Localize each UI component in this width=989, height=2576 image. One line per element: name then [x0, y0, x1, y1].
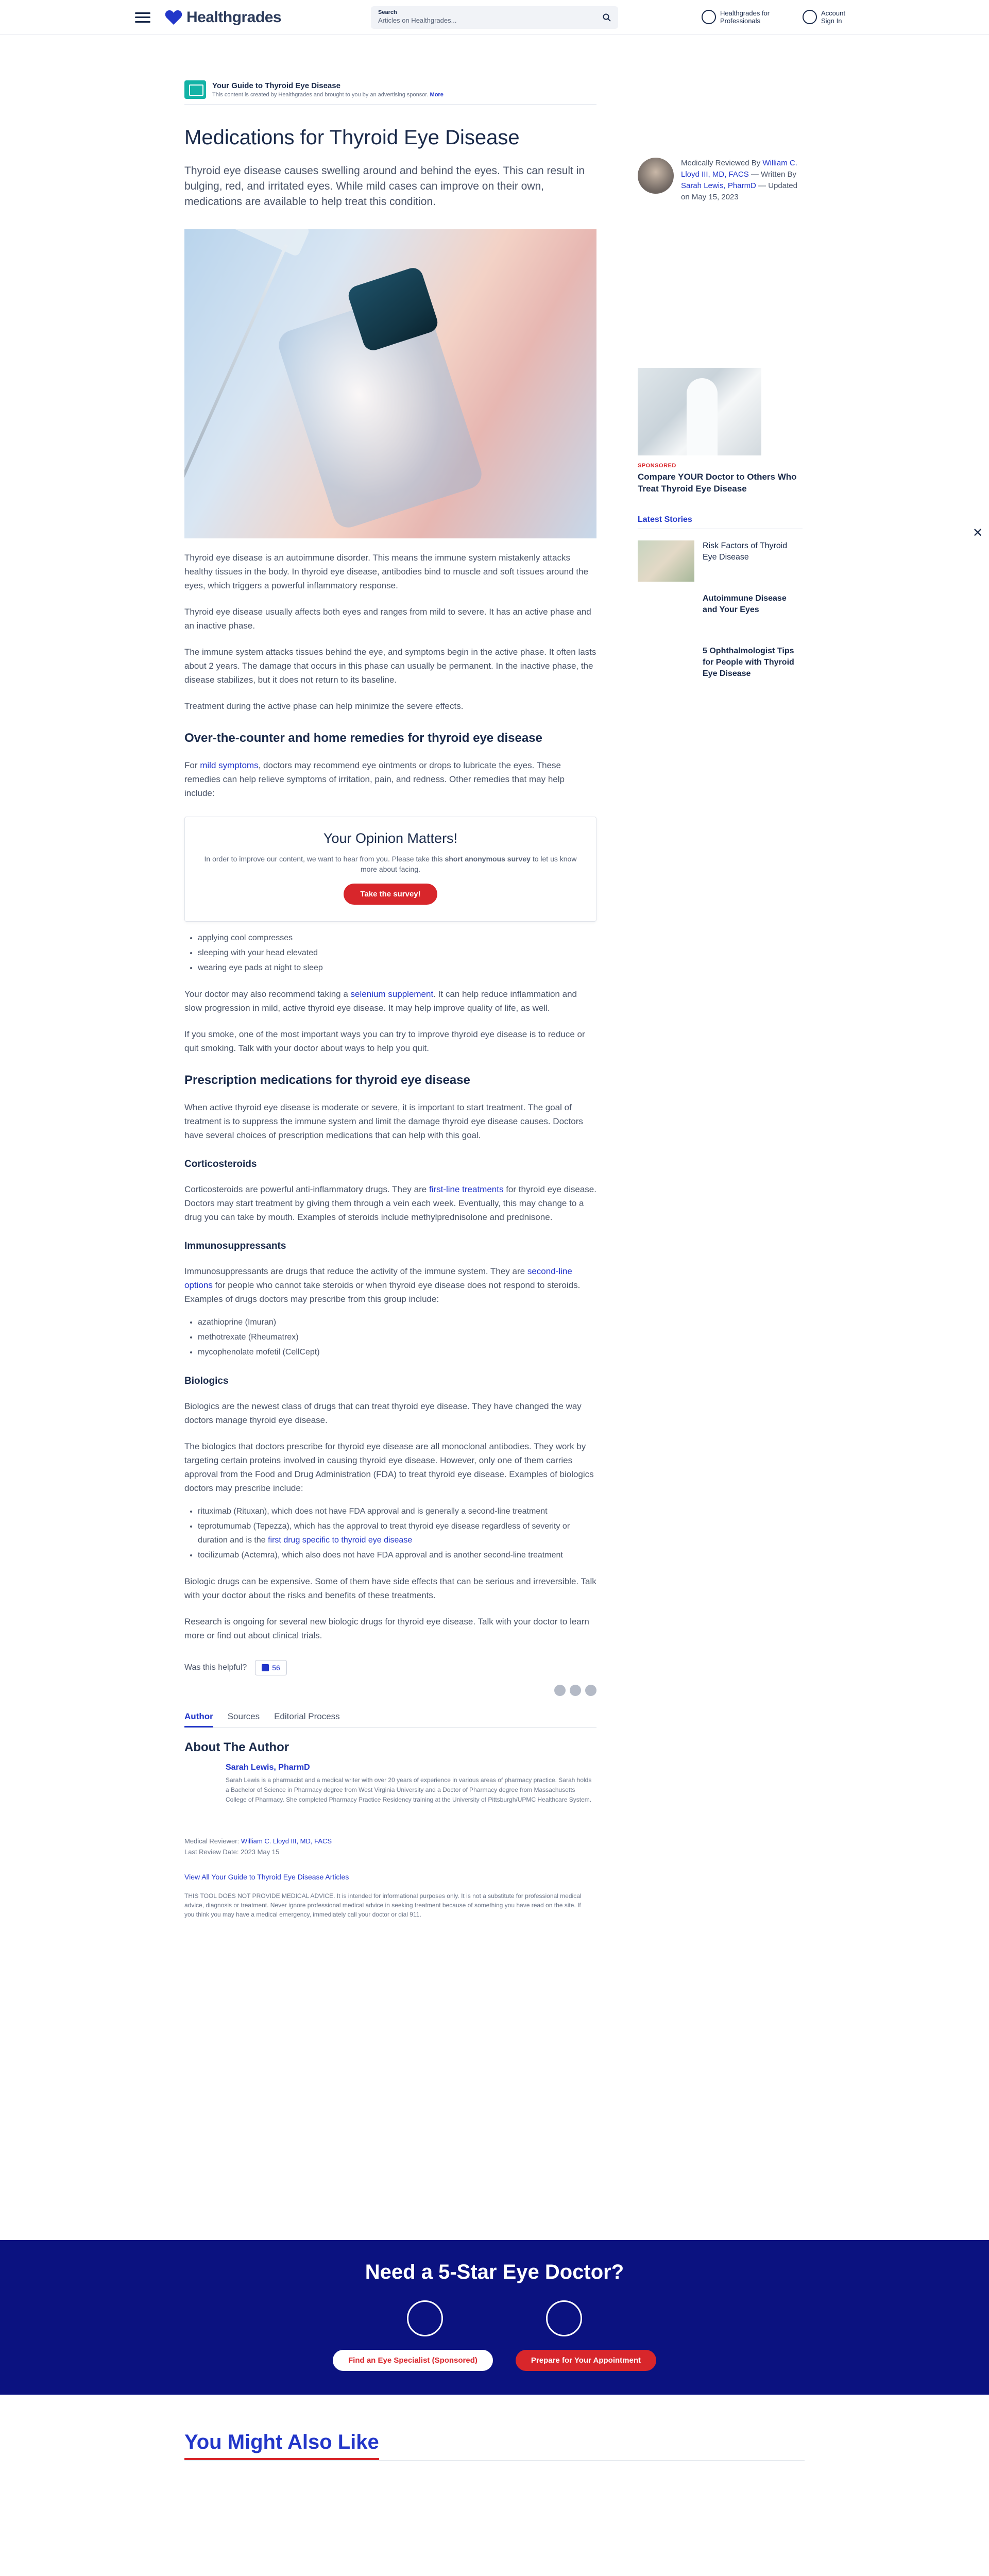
paragraph: The immune system attacks tissues behind the eye, and symptoms begin in the active phase. It often lasts about 2 years. The damage that occurs in this phase can usually be permanent. In the inactive phase, the disease stabilizes, but it does not return to its baseline. [184, 647, 596, 685]
cta-title: Need a 5-Star Eye Doctor? [365, 2261, 624, 2283]
text: . It can help reduce inflammation and slow progression in mild, active thyroid eye disease. It may help improve quality of life, as well. [184, 989, 577, 1013]
subheading-immunosuppressants: Immunosuppressants [184, 1241, 286, 1251]
medical-disclaimer: THIS TOOL DOES NOT PROVIDE MEDICAL ADVICE. It is intended for informational purposes only. It is not a substitute for professional medical advice, diagnosis or treatment. Never ignore professional medical advice in seeking treatment because of something you have read on the site. If you think you may have a medical emergency, immediately call your doctor or dial 911. [184, 1892, 582, 1918]
subheading-corticosteroids: Corticosteroids [184, 1159, 257, 1170]
account-line2: Sign In [821, 17, 842, 25]
article [184, 80, 596, 1919]
helpful-count: 56 [272, 1664, 280, 1672]
divider [184, 2460, 805, 2461]
pro-link-line2: Professionals [720, 17, 761, 25]
paragraph: Research is ongoing for several new biologic drugs for thyroid eye disease. Talk with your doctor to learn more or find out about clinical trials. [184, 1617, 589, 1640]
sidebar-ad-slot [638, 707, 803, 836]
yml-card[interactable] [660, 2476, 805, 2576]
search-input[interactable] [371, 6, 618, 29]
page-title: Medications for Thyroid Eye Disease [184, 126, 520, 149]
story-item[interactable] [638, 646, 803, 687]
guide-title[interactable]: Your Guide to Thyroid Eye Disease [212, 81, 340, 90]
text: In order to improve our content, we want to hear from you. Please take this [204, 855, 445, 863]
text: — Updated on May 15, 2023 [681, 181, 797, 201]
paragraph: Thyroid eye disease is an autoimmune disorder. This means the immune system mistakenly attacks healthy tissues in the body. In thyroid eye disease, antibodies bind to muscle and soft tissues around the eyes, which triggers a powerful inflammatory response. [184, 553, 589, 590]
helpful-row [184, 1660, 596, 1675]
list-item [198, 1519, 596, 1547]
text: for thyroid eye disease. Doctors may start treatment by giving them through a vein each week. Eventually, this may change to a drug you can take by mouth. Examples of steroids include methylprednisolone and prednisone. [184, 1184, 596, 1222]
guide-bar [184, 80, 596, 105]
guide-more-link[interactable]: More [430, 92, 444, 98]
menu-icon[interactable] [135, 12, 150, 23]
heart-logo-icon [165, 10, 182, 25]
pro-link-line1: Healthgrades for [720, 9, 770, 17]
cta-buttons [0, 2350, 989, 2371]
story-title: 5 Ophthalmologist Tips for People with Thyroid Eye Disease [703, 647, 794, 678]
story-item[interactable] [638, 540, 803, 582]
paragraph [184, 987, 596, 1015]
biologics-list [184, 1504, 596, 1562]
facebook-icon[interactable] [554, 1685, 566, 1696]
story-title: Risk Factors of Thyroid Eye Disease [703, 541, 788, 562]
take-survey-button[interactable]: Take the survey! [344, 884, 437, 905]
thumbs-up-button[interactable] [255, 1660, 287, 1675]
guide-subtitle [212, 92, 444, 98]
guide-book-icon [184, 80, 206, 99]
healthgrades-logo[interactable] [165, 9, 281, 26]
magnifier-icon [407, 2300, 443, 2336]
paragraph: When active thyroid eye disease is moderate or severe, it is important to start treatment. The goal of treatment is to suppress the immune system and limit the damage thyroid eye disease causes. Doctors have several choices of prescription medications that can help with this goal. [184, 1103, 583, 1140]
cta-icons [0, 2300, 989, 2336]
card-image [184, 2539, 329, 2576]
reviewer-avatar [638, 158, 674, 194]
selenium-link[interactable]: selenium supplement [350, 989, 434, 999]
writer-link[interactable]: Sarah Lewis, PharmD [681, 181, 756, 190]
text: to let us know more about facing. [361, 855, 577, 873]
yml-heading: You Might Also Like [184, 2431, 379, 2460]
list-item: • wearing eye pads at night to sleep [198, 961, 596, 975]
you-might-also-like [184, 2431, 805, 2576]
professionals-link[interactable] [702, 9, 770, 25]
paragraph: Biologics are the newest class of drugs that can treat thyroid eye disease. They have changed the way doctors manage thyroid eye disease. [184, 1401, 582, 1425]
latest-stories-heading: Latest Stories [638, 515, 803, 529]
story-thumbnail [638, 593, 694, 634]
reviewer-block [638, 158, 803, 203]
helpful-question: Was this helpful? [184, 1663, 247, 1672]
text: For [184, 760, 200, 770]
doctor-rating-icon [546, 2300, 582, 2336]
tab-editorial-process[interactable]: Editorial Process [274, 1711, 340, 1721]
twitter-icon[interactable] [570, 1685, 581, 1696]
survey-text [200, 854, 581, 874]
account-link[interactable] [803, 9, 845, 25]
text: Medically Reviewed By [681, 159, 763, 167]
find-eye-specialist-button[interactable]: Find an Eye Specialist (Sponsored) [333, 2350, 493, 2371]
subheading-biologics: Biologics [184, 1376, 229, 1386]
text: teprotumumab (Tepezza), which has the approval to treat thyroid eye disease regardless of severity or duration and is the [198, 1522, 570, 1545]
compare-doctor-link[interactable]: Compare YOUR Doctor to Others Who Treat Thyroid Eye Disease [638, 472, 797, 494]
close-icon[interactable]: ✕ [973, 526, 983, 540]
tab-sources[interactable]: Sources [227, 1711, 260, 1721]
text: for people who cannot take steroids or when thyroid eye disease does not respond to steroids. Examples of drugs doctors may prescribe from this group include: [184, 1280, 581, 1304]
card-image [502, 2539, 646, 2576]
story-thumbnail [638, 540, 694, 582]
site-header [0, 0, 989, 35]
list-item: • applying cool compresses [198, 931, 596, 945]
sponsored-label: SPONSORED [638, 463, 676, 469]
about-author-heading: About The Author [184, 1740, 289, 1754]
list-item: • azathioprine (Imuran) [198, 1315, 596, 1329]
yml-card[interactable] [343, 2476, 487, 2576]
paragraph: If you smoke, one of the most important ways you can try to improve thyroid eye disease is to reduce or quit smoking. Talk with your doctor about ways to help you quit. [184, 1029, 585, 1053]
search-icon[interactable] [603, 13, 611, 22]
share-row [184, 1685, 596, 1696]
author-name[interactable]: Sarah Lewis, PharmD [226, 1763, 310, 1772]
reviewer-link[interactable]: William C. Lloyd III, MD, FACS [241, 1837, 332, 1845]
paragraph: Thyroid eye disease usually affects both eyes and ranges from mild to severe. It has an active phase and an inactive phase. [184, 607, 591, 631]
list-item: • methotrexate (Rheumatrex) [198, 1330, 596, 1344]
yml-card[interactable] [184, 2476, 329, 2576]
user-icon [803, 10, 817, 24]
sidebar [638, 158, 803, 836]
email-icon[interactable] [585, 1685, 596, 1696]
thumbs-up-icon [262, 1664, 269, 1671]
tab-author[interactable]: Author [184, 1711, 213, 1727]
author-bio: Sarah Lewis is a pharmacist and a medical writer with over 20 years of experience in various areas of pharmacy practice. Sarah holds a Bachelor of Science in Pharmacy degree from West Virginia University and a Doctor of Pharmacy degree from Massachusetts College of Pharmacy. She completed Pharmacy Practice Residency training at the University of Pittsburgh/UPMC Healthcare System. [226, 1776, 592, 1803]
needle-shape [184, 244, 288, 509]
home-remedies-list [184, 931, 596, 975]
reviewer-label: Medical Reviewer: [184, 1837, 241, 1845]
text: Your doctor may also recommend taking a [184, 989, 351, 999]
paragraph [184, 1264, 596, 1306]
prepare-appointment-button[interactable]: Prepare for Your Appointment [516, 2350, 656, 2371]
view-all-articles-link[interactable]: View All Your Guide to Thyroid Eye Disease Articles [184, 1873, 349, 1881]
paragraph: Biologic drugs can be expensive. Some of them have side effects that can be serious and irreversible. Talk with your doctor about the risks and benefits of these treatments. [184, 1577, 596, 1600]
review-meta [184, 1836, 596, 1857]
paragraph [184, 1182, 596, 1224]
eye-doctor-cta [0, 2240, 989, 2395]
second-line-link[interactable]: second-line options [184, 1266, 572, 1290]
text-bold: short anonymous survey [445, 855, 531, 863]
article-lede: Thyroid eye disease causes swelling around and behind the eyes. This can result in bulging, red, and irritated eyes. While mild cases can improve on their own, medications are available to help treat this condition. [184, 165, 585, 208]
author-row [184, 1763, 596, 1805]
survey-box [184, 817, 596, 922]
story-title: Autoimmune Disease and Your Eyes [703, 594, 787, 614]
syringe-shape [213, 229, 311, 257]
section-heading-otc: Over-the-counter and home remedies for thyroid eye disease [184, 731, 542, 745]
list-item: • mycophenolate mofetil (CellCept) [198, 1345, 596, 1359]
first-drug-link[interactable]: first drug specific to thyroid eye disease [268, 1536, 413, 1545]
text: Immunosuppressants are drugs that reduce the activity of the immune system. They are [184, 1266, 527, 1276]
last-review-date: Last Review Date: 2023 May 15 [184, 1848, 280, 1856]
text: , doctors may recommend eye ointments or drops to lubricate the eyes. These remedies can help relieve symptoms of irritation, pain, and redness. Other remedies that may help include: [184, 760, 565, 798]
mild-symptoms-link[interactable]: mild symptoms [200, 760, 259, 770]
paragraph [184, 758, 596, 800]
paragraph: The biologics that doctors prescribe for thyroid eye disease are all monoclonal antibodies. They work by targeting certain proteins involved in causing thyroid eye disease. However, only one of them carries approval from the Food and Drug Administration (FDA) to treat thyroid eye disease. Examples of biologics doctors may prescribe include: [184, 1442, 594, 1493]
list-item: • rituximab (Rituxan), which does not have FDA approval and is generally a second-line treatment [198, 1504, 596, 1518]
card-image [660, 2539, 805, 2576]
section-heading-rx: Prescription medications for thyroid eye disease [184, 1073, 470, 1087]
yml-card[interactable] [502, 2476, 646, 2576]
author-tabs [184, 1711, 596, 1728]
story-thumbnail [638, 646, 694, 687]
account-line1: Account [821, 9, 845, 17]
paragraph: Treatment during the active phase can help minimize the severe effects. [184, 701, 464, 711]
text: — Written By [748, 170, 796, 179]
story-item[interactable] [638, 593, 803, 634]
survey-title: Your Opinion Matters! [323, 831, 458, 846]
author-avatar [184, 1763, 215, 1800]
reviewer-link[interactable]: William C. Lloyd III, MD, FACS [681, 159, 797, 179]
list-item: • sleeping with your head elevated [198, 946, 596, 960]
hero-image [184, 229, 596, 538]
search-placeholder: Articles on Healthgrades... [378, 16, 457, 24]
text: Corticosteroids are powerful anti-inflammatory drugs. They are [184, 1184, 429, 1194]
stethoscope-icon [702, 10, 716, 24]
card-image [343, 2533, 487, 2576]
reviewer-text [681, 158, 803, 203]
immunosuppressant-list [184, 1315, 596, 1359]
yml-grid [184, 2476, 805, 2576]
search-label: Search [378, 9, 397, 15]
brand-name: Healthgrades [186, 8, 282, 26]
first-line-link[interactable]: first-line treatments [429, 1184, 504, 1194]
list-item: • tocilizumab (Actemra), which also does not have FDA approval and is another second-line treatment [198, 1548, 596, 1562]
doctor-photo[interactable] [638, 368, 761, 455]
guide-subtitle-text: This content is created by Healthgrades and brought to you by an advertising sponsor. [212, 92, 429, 98]
